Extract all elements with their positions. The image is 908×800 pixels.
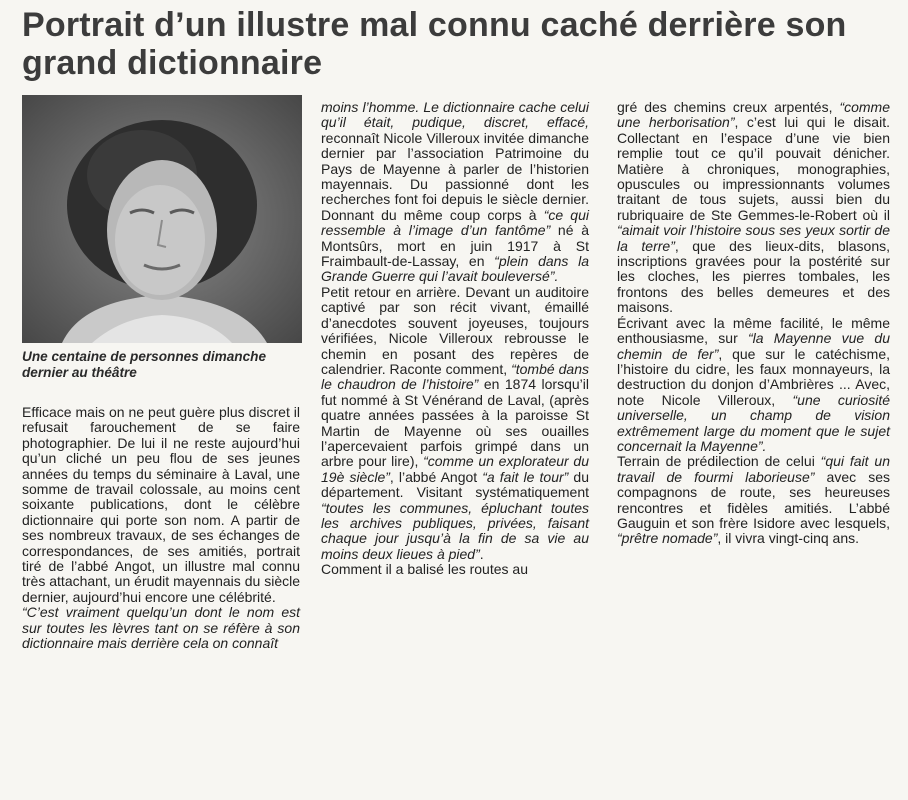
photo-caption: Une centaine de personnes dimanche dernier au théâtre	[22, 349, 267, 380]
column-3-paragraph-1: gré des chemins creux arpentés, “comme une herborisation”, c’est lui qui le disait. Collectant en l’espace d’une vie bien remplie tout ce qu’il pouvait dénicher. Matière à chroniques, monographies, opuscules ou impressionnants volumes traitant de tous sujets, aussi bien du rubriquaire de Ste Gemmes-le-Robert où il “aimait voir l’histoire sous ses yeux sortir de la terre”, que des lieux-dits, blasons, inscriptions gravées pour la postérité sur les cloches, les pierres tombales, les frontons des belles demeures et des maisons.	[617, 99, 891, 316]
portrait-photo	[22, 95, 302, 343]
column-2-paragraph-1: moins l’homme. Le dictionnaire cache celui qu’il était, pudique, discret, effacé, reconnaît Nicole Villeroux invitée dimanche dernier par l’association Patrimoine du Pays de Mayenne à parler de l’historien mayennais. Du passionné dont les recherches font foi depuis le siècle dernier. Donnant du même coup corps à “ce qui ressemble à l’image d’un fantôme” né à Montsûrs, mort en juin 1917 à St Fraimbault-de-Lassay, en “plein dans la Grande Guerre qui l’avait bouleversé”.	[321, 99, 589, 285]
headline: Portrait d’un illustre mal connu caché derrière son grand dictionnaire	[22, 6, 847, 82]
article-column-1	[22, 405, 300, 652]
column-2-paragraph-2: Petit retour en arrière. Devant un auditoire captivé par son récit vivant, émaillé d’anecdotes souvent joyeuses, toujours vérifiées, Nicole Villeroux rebrousse le chemin en posant des repères de calendrier. Raconte comment, “tombé dans le chaudron de l’histoire” en 1874 lorsqu’il fut nommé à St Vénérand de Laval, (après quatre années passées à la paroisse St Martin de Mayenne où ses ouailles l’apercevaient parfois grimpé dans un arbre pour lire), “comme un explorateur du 19è siècle”, l’abbé Angot “a fait le tour” du département. Visitant systématiquement “toutes les communes, épluchant toutes les archives publiques, privées, faisant chaque jour jusqu’à la fin de sa vie au moins deux lieues à pied”.	[321, 283, 589, 562]
article-column-2	[321, 100, 589, 578]
intro-paragraph: Efficace mais on ne peut guère plus discret il refusait farouchement de se faire photographier. De lui il ne reste aujourd’hui qu’un cliché un peu flou de ses jeunes années du temps du séminaire à Laval, une somme de travail colossale, au moins cent soixante publications, dont le célèbre dictionnaire qui porte son nom. A partir de ses nombreux travaux, de ses échanges de correspondances, de ses amitiés, portrait tiré de l’abbé Angot, un illustre mal connu très attachant, un érudit mayennais du siècle dernier, aujourd’hui encore une célébrité.	[22, 404, 300, 605]
column-3-paragraph-2: Écrivant avec la même facilité, le même enthousiasme, sur “la Mayenne vue du chemin de fer”, que sur le catéchisme, l’histoire du cidre, les faux monnayeurs, la destruction du donjon d’Ambrières ... Avec, note Nicole Villeroux, “une curiosité universelle, un champ de vision extrêmement large du moment que le sujet concernait la Mayenne”.	[617, 314, 890, 454]
column-3-paragraph-3: Terrain de prédilection de celui “qui fait un travail de fourmi laborieuse” avec ses compagnons de route, ses heureuses rencontres et fidèles amitiés. L’abbé Gauguin et son frère Isidore avec lesquels, “prêtre nomade”, il vivra vingt-cinq ans.	[617, 453, 891, 547]
article-column-3	[617, 100, 890, 547]
portrait-illustration	[22, 95, 302, 343]
quote-paragraph: “C’est vraiment quelqu’un dont le nom est sur toutes les lèvres tant on se réfère à son dictionnaire mais derrière cela on connaît	[22, 604, 300, 652]
column-2-paragraph-3: Comment il a balisé les routes au	[321, 561, 528, 578]
